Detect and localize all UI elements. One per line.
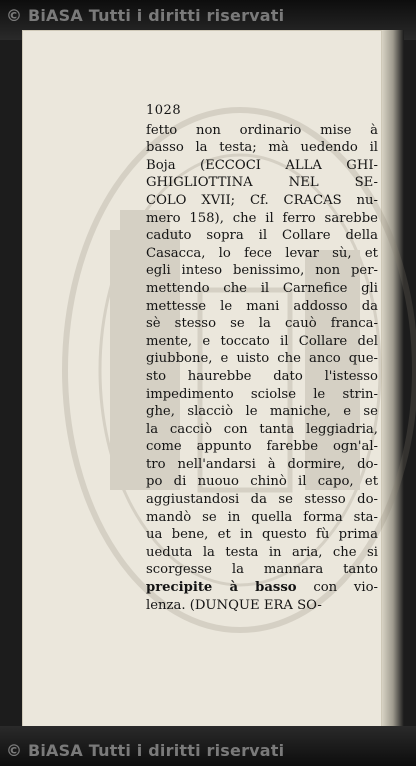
text-line: impedimento sciolse le strin-	[146, 386, 378, 402]
text-line: ua bene, et in questo fù prima	[146, 527, 378, 543]
text-line: sto haurebbe dato l'istesso	[146, 368, 378, 384]
text-line-bold	[146, 579, 378, 597]
text-line: ghe, slacciò le maniche, e se	[146, 404, 378, 420]
text-line: mettesse le mani addosso da	[146, 298, 378, 314]
text-line: GHIGLIOTTINA NEL SE-	[146, 175, 378, 191]
text-line: scorgesse la mannara tanto	[146, 562, 378, 578]
bold-phrase: precipite à basso	[146, 580, 297, 596]
text-line: giubbone, e uisto che anco que-	[146, 351, 378, 367]
text-line: mandò se in quella forma sta-	[146, 509, 378, 525]
text-line: COLO XVII; Cf. CRACAS nu-	[146, 192, 378, 208]
text-line: sè stesso se la cauò franca-	[146, 316, 378, 332]
text-line: aggiustandosi da se stesso do-	[146, 492, 378, 508]
text-line: come appunto farebbe ogn'al-	[146, 439, 378, 455]
copyright-watermark-top: © BiASA Tutti i diritti riservati	[6, 6, 285, 25]
text-line: Boja (ECCOCI ALLA GHI-	[146, 157, 378, 173]
text-line: mente, e toccato il Collare del	[146, 333, 378, 349]
text-line: la cacciò con tanta leggiadria,	[146, 421, 378, 437]
text-line: ueduta la testa in aria, che si	[146, 544, 378, 560]
text-line: po di nuouo chinò il capo, et	[146, 474, 378, 490]
text-line: fetto non ordinario mise à	[146, 122, 378, 138]
page-number: 1028	[146, 103, 182, 118]
page-text	[146, 102, 378, 614]
text-line-last: lenza. (DUNQUE ERA SO-	[146, 597, 322, 613]
text-line: caduto sopra il Collare della	[146, 228, 378, 244]
text-line: tro nell'andarsi à dormire, do-	[146, 456, 378, 472]
text-line: mero 158), che il ferro sarebbe	[146, 210, 378, 226]
text-line: Casacca, lo fece levar sù, et	[146, 245, 378, 261]
copyright-watermark-bottom: © BiASA Tutti i diritti riservati	[6, 741, 285, 760]
text-line: basso la testa; mà uedendo il	[146, 140, 378, 156]
bold-line-tail: con vio-	[313, 580, 378, 596]
text-line: egli inteso benissimo, non per-	[146, 263, 378, 279]
text-line: mettendo che il Carnefice gli	[146, 280, 378, 296]
